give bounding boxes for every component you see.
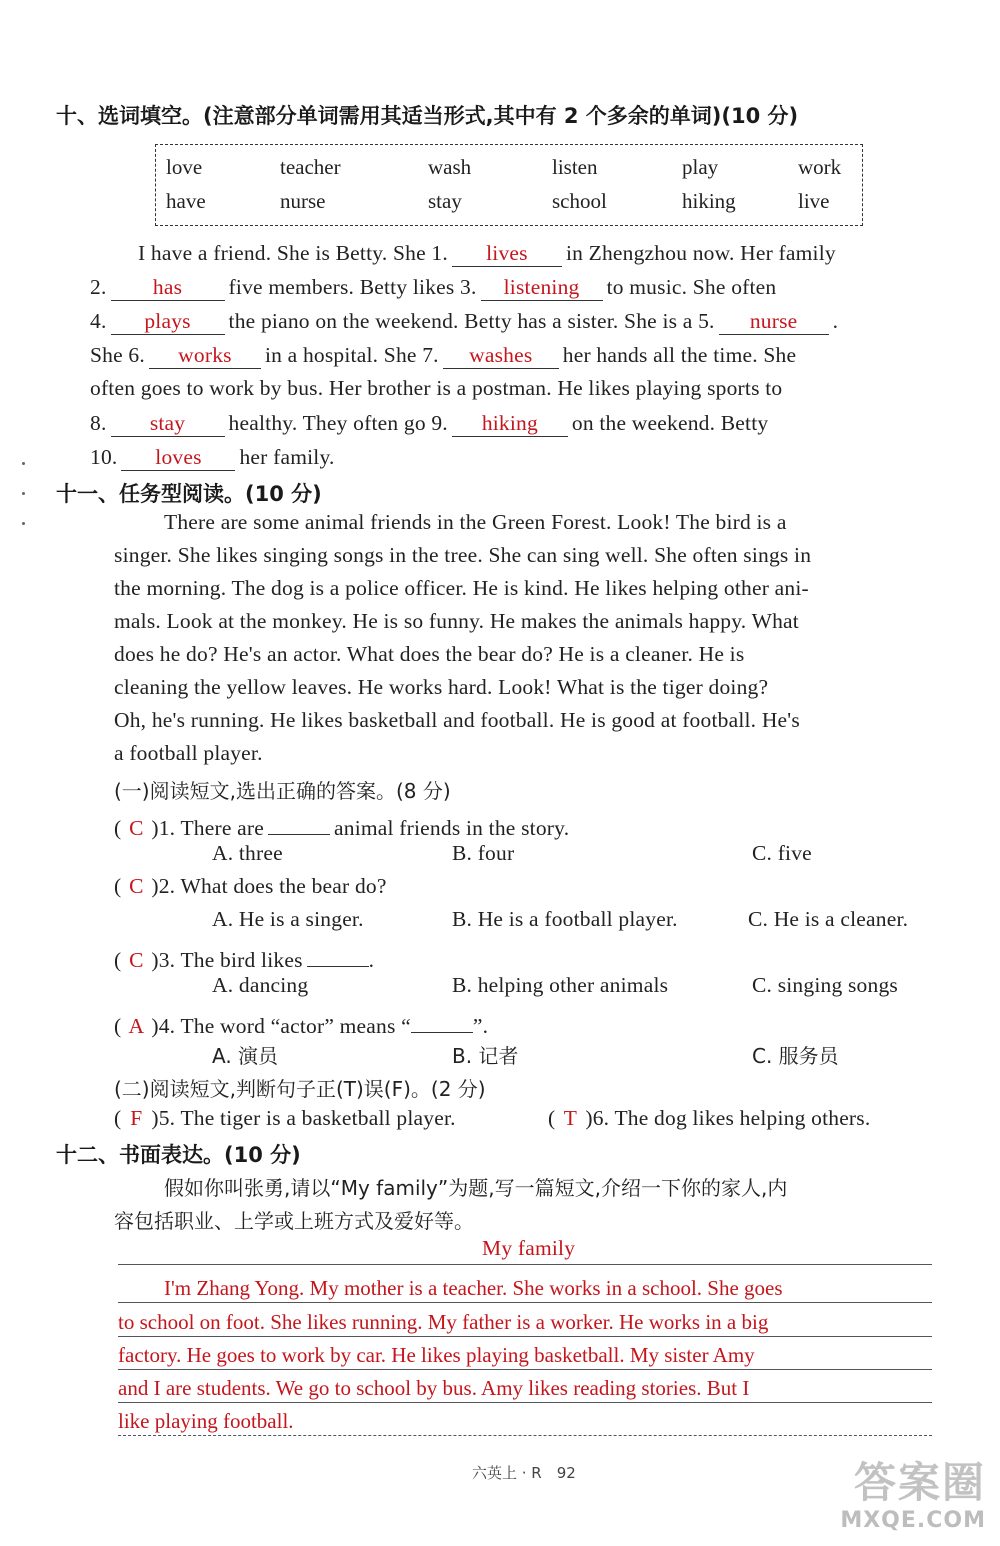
essay-line: to school on foot. She likes running. My father is a worker. He works in a big <box>118 1310 769 1334</box>
option-c: C. He is a cleaner. <box>748 907 909 931</box>
watermark-text: 答案圈 <box>853 1458 986 1507</box>
section-12-heading: 十二、书面表达。(10 分) <box>56 1143 301 1167</box>
word-bank-item: teacher <box>280 155 341 179</box>
passage-line: Oh, he's running. He likes basketball and football. He is good at football. He's <box>114 708 800 732</box>
cloze-line: 4. plays the piano on the weekend. Betty has a sister. She is a 5. nurse . <box>90 309 839 333</box>
word-bank-item: play <box>682 155 719 179</box>
margin-mark <box>22 522 25 525</box>
part-2-heading: (二)阅读短文,判断句子正(T)误(F)。(2 分) <box>114 1077 486 1101</box>
word-bank-item: stay <box>428 189 462 213</box>
cloze-line: She 6. works in a hospital. She 7. washes her hands all the time. She <box>90 343 797 367</box>
option-a: A. three <box>212 841 283 865</box>
answer-blank <box>268 808 330 835</box>
word-bank-item: have <box>166 189 206 213</box>
question-4: ( A )4. The word “actor” means “ ”. <box>114 1006 488 1039</box>
choice-answer: C <box>129 874 144 898</box>
cloze-answer: listening <box>481 274 603 301</box>
writing-line <box>118 1302 932 1303</box>
cloze-answer: plays <box>111 308 225 335</box>
option-c: C. singing songs <box>752 973 898 997</box>
cloze-answer: has <box>111 274 225 301</box>
cloze-answer: loves <box>121 444 235 471</box>
cloze-answer: washes <box>443 342 559 369</box>
margin-mark <box>22 492 25 495</box>
writing-prompt: 假如你叫张勇,请以“My family”为题,写一篇短文,介绍一下你的家人,内 <box>164 1176 788 1200</box>
passage-line: singer. She likes singing songs in the tree. She can sing well. She often sings in <box>114 543 812 567</box>
cloze-answer: nurse <box>719 308 829 335</box>
word-bank-item: listen <box>552 155 598 179</box>
passage-line: a football player. <box>114 741 263 765</box>
writing-prompt: 容包括职业、上学或上班方式及爱好等。 <box>114 1209 474 1233</box>
option-b: B. He is a football player. <box>452 907 678 931</box>
passage-line: mals. Look at the monkey. He is so funny. He makes the animals happy. What <box>114 609 799 633</box>
cloze-line: 2. has five members. Betty likes 3. listening to music. She often <box>90 275 777 299</box>
true-false-6: ( T )6. The dog likes helping others. <box>548 1106 871 1130</box>
answer-blank <box>411 1006 473 1033</box>
essay-line: like playing football. <box>118 1409 294 1433</box>
cloze-line: often goes to work by bus. Her brother is a postman. He likes playing sports to <box>90 376 783 400</box>
word-bank-item: work <box>798 155 842 179</box>
tf-answer: F <box>130 1106 143 1130</box>
cloze-line: I have a friend. She is Betty. She 1. lives in Zhengzhou now. Her family <box>138 241 836 265</box>
cloze-answer: stay <box>111 410 225 437</box>
writing-line <box>118 1402 932 1403</box>
option-b: B. 记者 <box>452 1044 519 1068</box>
option-a: A. He is a singer. <box>212 907 364 931</box>
word-bank <box>155 144 863 226</box>
option-b: B. four <box>452 841 515 865</box>
answer-blank <box>307 940 369 967</box>
passage-line: cleaning the yellow leaves. He works hard. Look! What is the tiger doing? <box>114 675 769 699</box>
passage-line: the morning. The dog is a police officer. He is kind. He likes helping other ani- <box>114 576 809 600</box>
word-bank-item: nurse <box>280 189 326 213</box>
word-bank-item: love <box>166 155 203 179</box>
question-2: ( C )2. What does the bear do? <box>114 874 387 898</box>
option-a: A. 演员 <box>212 1044 279 1068</box>
option-a: A. dancing <box>212 973 309 997</box>
word-bank-item: hiking <box>682 189 736 213</box>
option-b: B. helping other animals <box>452 973 669 997</box>
writing-line <box>118 1369 932 1370</box>
writing-line <box>118 1264 932 1265</box>
word-bank-item: school <box>552 189 607 213</box>
tf-answer: T <box>563 1106 578 1130</box>
section-11-heading: 十一、任务型阅读。(10 分) <box>56 482 322 506</box>
question-1: ( C )1. There are animal friends in the story. <box>114 808 569 841</box>
passage-line: does he do? He's an actor. What does the bear do? He is a cleaner. He is <box>114 642 745 666</box>
option-c: C. 服务员 <box>752 1044 839 1068</box>
choice-answer: C <box>129 948 144 972</box>
true-false-5: ( F )5. The tiger is a basketball player. <box>114 1106 456 1130</box>
cloze-line: 8. stay healthy. They often go 9. hiking on the weekend. Betty <box>90 411 769 435</box>
part-1-heading: (一)阅读短文,选出正确的答案。(8 分) <box>114 779 451 803</box>
essay-title: My family <box>482 1236 576 1260</box>
question-3: ( C )3. The bird likes . <box>114 940 374 973</box>
watermark-url: MXQE.COM <box>840 1508 986 1533</box>
section-10-heading: 十、选词填空。(注意部分单词需用其适当形式,其中有 2 个多余的单词)(10 分) <box>56 104 799 128</box>
choice-answer: A <box>128 1014 145 1038</box>
writing-line <box>118 1336 932 1337</box>
essay-line: I'm Zhang Yong. My mother is a teacher. She works in a school. She goes <box>164 1276 783 1300</box>
watermark-logo <box>816 1448 986 1538</box>
essay-line: factory. He goes to work by car. He likes playing basketball. My sister Amy <box>118 1343 755 1367</box>
cloze-answer: works <box>149 342 261 369</box>
passage-line: There are some animal friends in the Green Forest. Look! The bird is a <box>164 510 787 534</box>
word-bank-item: live <box>798 189 830 213</box>
cloze-line: 10. loves her family. <box>90 445 335 469</box>
margin-mark <box>22 462 25 465</box>
page-footer: 六英上 · R 92 <box>472 1464 576 1482</box>
cloze-answer: hiking <box>452 410 568 437</box>
word-bank-item: wash <box>428 155 472 179</box>
essay-line: and I are students. We go to school by bus. Amy likes reading stories. But I <box>118 1376 750 1400</box>
option-c: C. five <box>752 841 812 865</box>
cloze-answer: lives <box>452 240 562 267</box>
choice-answer: C <box>129 816 144 840</box>
writing-line <box>118 1435 932 1436</box>
